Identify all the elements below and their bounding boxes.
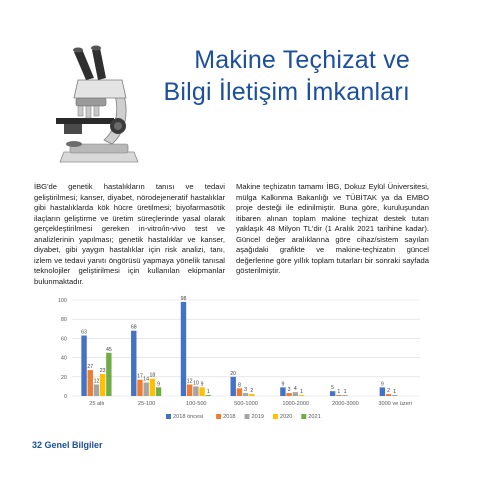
- bar: [150, 379, 155, 396]
- data-label: 23: [99, 367, 106, 374]
- data-label: 68: [130, 324, 137, 331]
- y-tick-label: 20: [60, 374, 67, 381]
- legend-swatch: [245, 414, 250, 419]
- bar: [243, 393, 248, 396]
- y-tick-label: 40: [60, 355, 67, 362]
- right-paragraph: Makine teçhizatın tamamı İBG, Dokuz Eylül Üniversitesi, mülga Kalkınma Bakanlığı ve TÜBİTAK ya da EMBO proje desteği ile edinilmiştir. Buna göre, kuruluşundan itibaren alınan toplam makine teçhizat destek tutarı yaklaşık 48 Milyon TL'dir (1 Aralık 2021 tarihine kadar). Güncel değer aralıklarına göre cihaz/sistem sayıları aşağıdaki grafikte ve makine-teçhizatın güncel değerlerine göre yıllık toplam tutarları bir sonraki sayfada gösterilmiştir.: [236, 182, 429, 275]
- title-line-2: Bilgi İletişim İmkanları: [163, 78, 410, 106]
- data-label: 1: [206, 389, 210, 396]
- bar: [100, 374, 105, 396]
- category-label: 3000 ve üzeri: [378, 401, 412, 407]
- bar: [181, 302, 186, 396]
- data-label: 27: [87, 364, 94, 371]
- category-label: 25 altı: [89, 401, 105, 407]
- bar: [299, 395, 304, 396]
- category-label: 100-500: [186, 401, 207, 407]
- data-label: 12: [186, 378, 193, 385]
- data-label: 10: [192, 380, 199, 387]
- data-label: 3: [287, 387, 291, 394]
- bar: [81, 336, 86, 396]
- legend-swatch: [216, 414, 221, 419]
- y-tick-label: 100: [57, 298, 67, 304]
- data-label: 63: [81, 329, 87, 336]
- category-label: 1000-2000: [282, 401, 310, 407]
- data-label: 17: [137, 373, 143, 380]
- bar: [336, 395, 341, 396]
- data-label: 5: [331, 385, 335, 392]
- data-label: 14: [143, 376, 150, 383]
- bar: [143, 383, 148, 396]
- bar: [106, 353, 111, 396]
- bar: [231, 377, 236, 396]
- data-label: 18: [149, 372, 156, 379]
- bar: [193, 386, 198, 396]
- bar: [293, 392, 298, 396]
- data-label: 9: [281, 381, 285, 388]
- page-number: 32: [32, 440, 43, 450]
- data-label: 2: [387, 388, 390, 395]
- equipment-count-chart: [48, 292, 428, 428]
- y-tick-label: 80: [60, 317, 67, 324]
- bar: [131, 331, 136, 396]
- legend-label: 2018: [223, 414, 236, 420]
- bar: [286, 393, 291, 396]
- left-paragraph: İBG'de genetik hastalıkların tanısı ve tedavi geliştirilmesi; kanser, diyabet, nörodejeneratif hastalıklar gibi hastalıklarda kök hücre üretilmesi; biyofarmasötik ilaçların geliştirme ve üretim süreçlerinde yasal olarak gerçekleştirilmesi gereken in-vitro/in-vivo test ve analizlerinin yapılması; genetik hastalıklar ve kanser, diyabet, gibi yaygın hastalıklar için risk analizi, tanı, izlem ve tedavi yanıtı öngörüsü yapmaya yönelik tanısal teknolojiler geliştirilmesi için kullanılan ekipmanlar bulunmaktadır.: [34, 182, 225, 286]
- data-label: 9: [380, 381, 384, 388]
- data-label: 12: [93, 378, 100, 385]
- bar: [342, 395, 347, 396]
- category-label: 25-100: [137, 401, 156, 407]
- title-line-1: Makine Teçhizat ve: [194, 46, 410, 74]
- bar: [330, 391, 335, 396]
- y-tick-label: 60: [60, 336, 67, 343]
- bar: [249, 394, 254, 396]
- category-label: 2000-3000: [332, 401, 359, 407]
- legend-swatch: [273, 414, 278, 419]
- data-label: 9: [157, 381, 161, 388]
- data-label: 3: [244, 387, 248, 394]
- category-label: 500-1000: [234, 401, 258, 407]
- bar: [380, 387, 385, 396]
- bar: [156, 387, 161, 396]
- data-label: 2: [250, 388, 254, 395]
- legend-swatch: [301, 414, 306, 419]
- data-label: 45: [105, 346, 112, 353]
- data-label: 20: [230, 370, 237, 377]
- bar: [137, 380, 142, 396]
- bar: [392, 395, 397, 396]
- legend-swatch: [166, 414, 171, 419]
- data-label: 4: [293, 386, 297, 393]
- microscope-illustration: [34, 40, 154, 170]
- data-label: 8: [237, 382, 241, 389]
- bar: [206, 395, 211, 396]
- bar: [280, 387, 285, 396]
- section-name: Genel Bilgiler: [44, 440, 103, 450]
- data-label: 1: [393, 389, 397, 396]
- legend-label: 2018 öncesi: [173, 414, 204, 420]
- data-label: 1: [337, 389, 341, 396]
- bar: [88, 370, 93, 396]
- y-tick-label: 0: [63, 394, 67, 400]
- legend-label: 2019: [251, 414, 264, 420]
- data-label: 9: [200, 381, 204, 388]
- legend-label: 2020: [279, 414, 293, 420]
- bar: [386, 394, 391, 396]
- data-label: 98: [180, 295, 187, 302]
- bar: [94, 384, 99, 396]
- bar: [187, 384, 192, 396]
- data-label: 1: [343, 389, 347, 396]
- bar: [199, 387, 204, 396]
- data-label: 1: [300, 389, 303, 396]
- page-title: [163, 44, 410, 108]
- page-footer: [32, 440, 103, 450]
- legend-label: 2021: [308, 414, 321, 420]
- bar: [237, 388, 242, 396]
